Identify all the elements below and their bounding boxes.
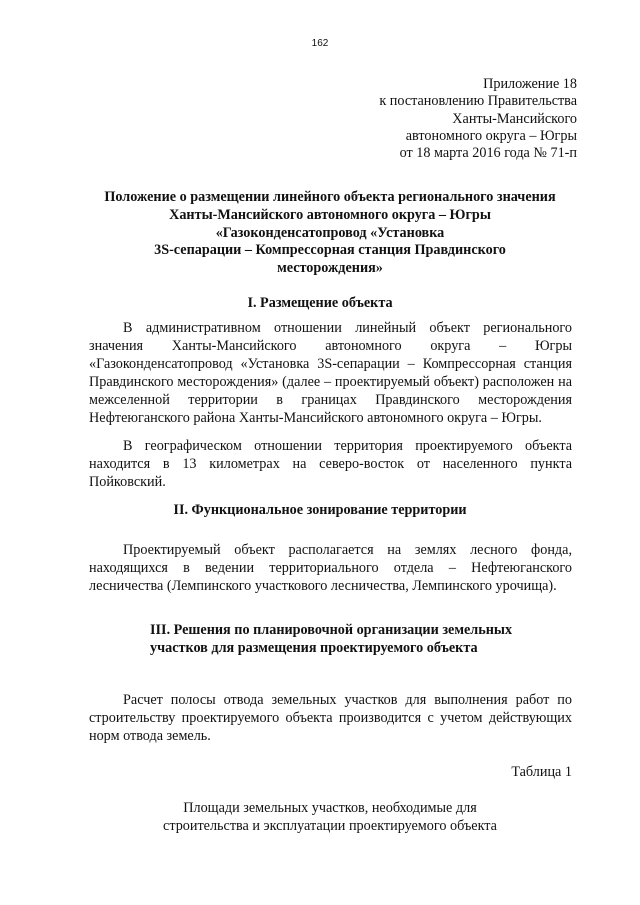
appendix-line: от 18 марта 2016 года № 71-п bbox=[399, 145, 577, 162]
section-3-heading bbox=[150, 622, 512, 658]
table-title-line: Площади земельных участков, необходимые для bbox=[183, 800, 477, 816]
page-number: 162 bbox=[311, 38, 329, 49]
appendix-block bbox=[379, 76, 577, 162]
title-line: месторождения» bbox=[277, 260, 383, 277]
section-3-heading-line: участков для размещения проектируемого объекта bbox=[150, 639, 478, 656]
title-line: «Газоконденсатопровод «Установка bbox=[215, 224, 445, 241]
appendix-line: Приложение 18 bbox=[483, 76, 577, 92]
appendix-line: автономного округа – Югры bbox=[405, 127, 577, 144]
section-3-heading-line: III. Решения по планировочной организации земельных bbox=[150, 622, 513, 638]
table-caption: Таблица 1 bbox=[511, 764, 572, 780]
table-title-line: строительства и эксплуатации проектируемого объекта bbox=[163, 818, 497, 834]
section-1-paragraph: В административном отношении линейный объект регионального значения Ханты-Мансийского автономного округа – Югры «Газоконденсатопровод «Установка 3S-сепарации – Компрессорная станция Правдинского месторождения» (далее – проектируемый объект) расположен на межселенной территории в границах Правдинского месторождения Нефтеюганского района Ханты-Мансийского автономного округа – Югры. bbox=[89, 320, 572, 426]
title-line: 3S-сепарации – Компрессорная станция Правдинского bbox=[154, 242, 506, 259]
title-line: Ханты-Мансийского автономного округа – Югры bbox=[169, 206, 491, 223]
document-title bbox=[70, 189, 590, 278]
table-title bbox=[70, 799, 590, 835]
section-2-heading: II. Функциональное зонирование территории bbox=[173, 502, 467, 518]
appendix-line: к постановлению Правительства bbox=[379, 93, 577, 110]
section-3-paragraph: Расчет полосы отвода земельных участков для выполнения работ по строительству проектируемого объекта производится с учетом действующих норм отвода земель. bbox=[89, 692, 572, 744]
title-line: Положение о размещении линейного объекта регионального значения bbox=[104, 189, 556, 205]
section-1-paragraph: В географическом отношении территория проектируемого объекта находится в 13 километрах на северо-восток от населенного пункта Пойковский. bbox=[89, 438, 572, 490]
section-1-heading: I. Размещение объекта bbox=[247, 295, 393, 311]
section-2-paragraph: Проектируемый объект располагается на землях лесного фонда, находящихся в ведении территориального отдела – Нефтеюганского лесничества (Лемпинского участкового лесничества, Лемпинского урочища). bbox=[89, 542, 572, 594]
appendix-line: Ханты-Мансийского bbox=[452, 110, 577, 127]
